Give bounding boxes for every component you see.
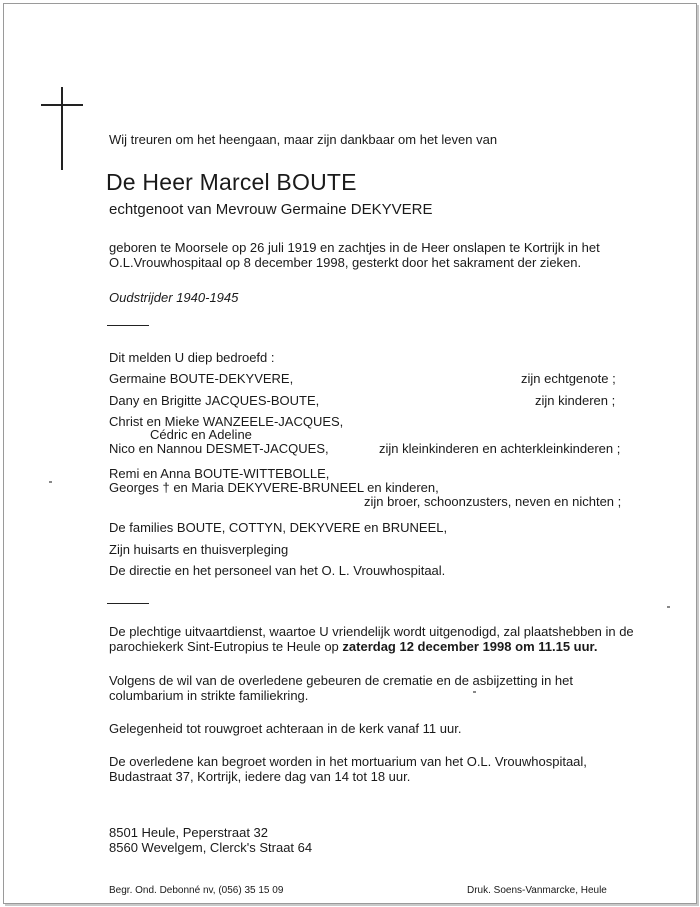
- deceased-name: De Heer Marcel BOUTE: [106, 169, 357, 195]
- family-grandchildren-2: Cédric en Adeline: [150, 427, 252, 442]
- mortuary-line-1: De overledene kan begroet worden in het mortuarium van het O.L. Vrouwhospitaal,: [109, 754, 587, 769]
- footer-printer: Druk. Soens-Vanmarcke, Heule: [467, 885, 607, 896]
- family-children-role: zijn kinderen ;: [535, 393, 616, 408]
- family-grandchildren-3: Nico en Nannou DESMET-JACQUES,: [109, 441, 329, 456]
- birth-line-1: geboren te Moorsele op 26 juli 1919 en zachtjes in de Heer onslapen te Kortrijk in het: [109, 240, 600, 255]
- family-siblings-1: Remi en Anna BOUTE-WITTEBOLLE,: [109, 466, 330, 481]
- cremation-line-2: columbarium in strikte familiekring.: [109, 688, 309, 703]
- family-siblings-2: Georges † en Maria DEKYVERE-BRUNEEL en kinderen,: [109, 480, 439, 495]
- cross-icon-bar: [41, 104, 83, 106]
- service-date: zaterdag 12 december 1998: [342, 639, 512, 654]
- service-time: om 11.15 uur.: [515, 639, 598, 654]
- family-families: De families BOUTE, COTTYN, DEKYVERE en BRUNEEL,: [109, 520, 448, 535]
- service-church: parochiekerk Sint-Eutropius te Heule op: [109, 639, 343, 654]
- address-line-2: 8560 Wevelgem, Clerck's Straat 64: [109, 840, 313, 855]
- family-siblings-role: zijn broer, schoonzusters, neven en nichten ;: [364, 494, 622, 509]
- service-line-2: [109, 639, 598, 655]
- family-grandchildren-role: zijn kleinkinderen en achterkleinkinderen ;: [379, 441, 621, 456]
- paper-speck: [667, 606, 670, 608]
- spouse-line: echtgenoot van Mevrouw Germaine DEKYVERE: [109, 201, 433, 218]
- cremation-line-1: Volgens de wil van de overledene gebeuren de crematie en de asbijzetting in het: [109, 673, 573, 688]
- paper-speck: [473, 691, 476, 693]
- intro-text: Wij treuren om het heengaan, maar zijn dankbaar om het leven van: [109, 132, 498, 147]
- family-grandchildren-1: Christ en Mieke WANZEELE-JACQUES,: [109, 414, 344, 429]
- family-wife-role: zijn echtgenote ;: [521, 371, 616, 386]
- family-wife: Germaine BOUTE-DEKYVERE,: [109, 371, 294, 386]
- divider: [107, 603, 149, 604]
- family-hospital: De directie en het personeel van het O. L. Vrouwhospitaal.: [109, 563, 446, 578]
- divider: [107, 325, 149, 326]
- paper-speck: [49, 481, 52, 483]
- footer-undertaker: Begr. Ond. Debonné nv, (056) 35 15 09: [109, 885, 284, 896]
- death-notice-card: [3, 3, 697, 904]
- condolence-line: Gelegenheid tot rouwgroet achteraan in de kerk vanaf 11 uur.: [109, 721, 462, 736]
- cross-icon: [61, 87, 63, 170]
- announce-line: Dit melden U diep bedroefd :: [109, 350, 275, 365]
- family-doctor: Zijn huisarts en thuisverpleging: [109, 542, 289, 557]
- mortuary-line-2: Budastraat 37, Kortrijk, iedere dag van 14 tot 18 uur.: [109, 769, 411, 784]
- address-line-1: 8501 Heule, Peperstraat 32: [109, 825, 268, 840]
- birth-line-2: O.L.Vrouwhospitaal op 8 december 1998, gesterkt door het sakrament der zieken.: [109, 255, 582, 270]
- veteran-line: Oudstrijder 1940-1945: [109, 290, 239, 305]
- family-children: Dany en Brigitte JACQUES-BOUTE,: [109, 393, 320, 408]
- service-line-1: De plechtige uitvaartdienst, waartoe U vriendelijk wordt uitgenodigd, zal plaatshebben in de: [109, 624, 634, 639]
